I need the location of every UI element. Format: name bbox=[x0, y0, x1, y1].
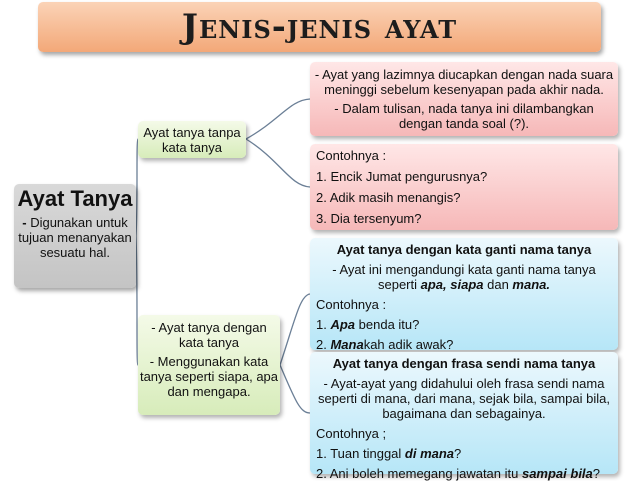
subtype2-ex1-pre: 1. Tuan tinggal bbox=[316, 446, 405, 461]
branch1-label: Ayat tanya tanpa kata tanya bbox=[143, 125, 241, 155]
subtype1-example-2 bbox=[316, 337, 612, 352]
subtype1-desc-em2: mana. bbox=[512, 277, 550, 292]
subtype2-desc: - Ayat-ayat yang didahului oleh frasa sendi nama seperti di mana, dari mana, sejak bila, sampai bila, bagaimana dan sebagainya. bbox=[318, 376, 610, 421]
branch1-example-2: 2. Adik masih menangis? bbox=[316, 190, 461, 205]
subtype1-desc-mid: dan bbox=[483, 277, 513, 292]
connector-b1-p2 bbox=[246, 139, 310, 187]
subtype1-ex1-num: 1. bbox=[316, 317, 331, 332]
subtype2-ex1-em: di mana bbox=[404, 446, 455, 461]
subtype2-ex2-pre: 2. Ani boleh memegang jawatan itu bbox=[316, 466, 522, 481]
root-desc-dash: - bbox=[22, 215, 31, 230]
subtype2-example-2 bbox=[316, 466, 612, 481]
subtype1-examples-heading: Contohnya : bbox=[316, 297, 387, 312]
connector-b2-c1 bbox=[280, 294, 310, 365]
subtype2-ex2-em: sampai bila bbox=[521, 466, 593, 481]
branch1-example-3: 3. Dia tersenyum? bbox=[316, 211, 422, 226]
title-banner bbox=[38, 2, 601, 52]
subtype1-desc-pre: - Ayat ini mengandungi kata ganti nama tanya seperti bbox=[332, 262, 596, 292]
subtype2-box bbox=[310, 352, 618, 481]
subtype1-example-1 bbox=[316, 317, 612, 332]
subtype1-ex2-rest: kah adik awak? bbox=[363, 337, 454, 352]
subtype2-heading: Ayat tanya dengan frasa sendi nama tanya bbox=[332, 356, 596, 371]
branch2-label: - Ayat tanya dengan kata tanya bbox=[151, 320, 267, 350]
root-title: Ayat Tanya bbox=[17, 186, 133, 211]
branch1-info-1: - Ayat yang lazimnya diucapkan dengan nada suara meninggi sebelum kesenyapan pada akhir nada. bbox=[314, 67, 614, 97]
subtype2-ex1-post: ? bbox=[454, 446, 462, 461]
connector-b1-p1 bbox=[246, 99, 310, 139]
root-desc-text: Digunakan untuk tujuan menanyakan sesuatu hal. bbox=[18, 215, 132, 260]
branch2-node bbox=[138, 315, 280, 415]
subtype2-examples-heading: Contohnya ; bbox=[316, 426, 387, 441]
subtype1-box bbox=[310, 238, 618, 350]
subtype2-ex2-post: ? bbox=[592, 466, 601, 481]
subtype1-ex1-rest: benda itu? bbox=[355, 317, 420, 332]
subtype1-heading: Ayat tanya dengan kata ganti nama tanya bbox=[336, 242, 592, 257]
connector-b2-c2 bbox=[280, 365, 310, 413]
branch1-node bbox=[138, 121, 246, 158]
subtype1-ex2-em: Mana bbox=[330, 337, 364, 352]
branch1-info-2: - Dalam tulisan, nada tanya ini dilambangkan dengan tanda soal (?). bbox=[334, 101, 594, 131]
branch1-examples-heading: Contohnya : bbox=[316, 148, 387, 163]
subtype1-desc-em: apa, siapa bbox=[420, 277, 484, 292]
subtype1-ex2-num: 2. bbox=[316, 337, 331, 352]
subtype2-example-1 bbox=[316, 446, 612, 461]
branch1-info-box bbox=[310, 62, 618, 136]
branch1-examples-box bbox=[310, 144, 618, 230]
subtype1-desc bbox=[316, 262, 612, 292]
subtype1-ex1-em: Apa bbox=[330, 317, 356, 332]
root-description bbox=[14, 215, 136, 260]
root-node bbox=[14, 184, 136, 288]
branch2-desc: - Menggunakan kata tanya seperti siapa, apa dan mengapa. bbox=[139, 354, 279, 399]
page-title: Jenis-jenis ayat bbox=[181, 7, 458, 47]
branch1-example-1: 1. Encik Jumat pengurusnya? bbox=[316, 169, 488, 184]
